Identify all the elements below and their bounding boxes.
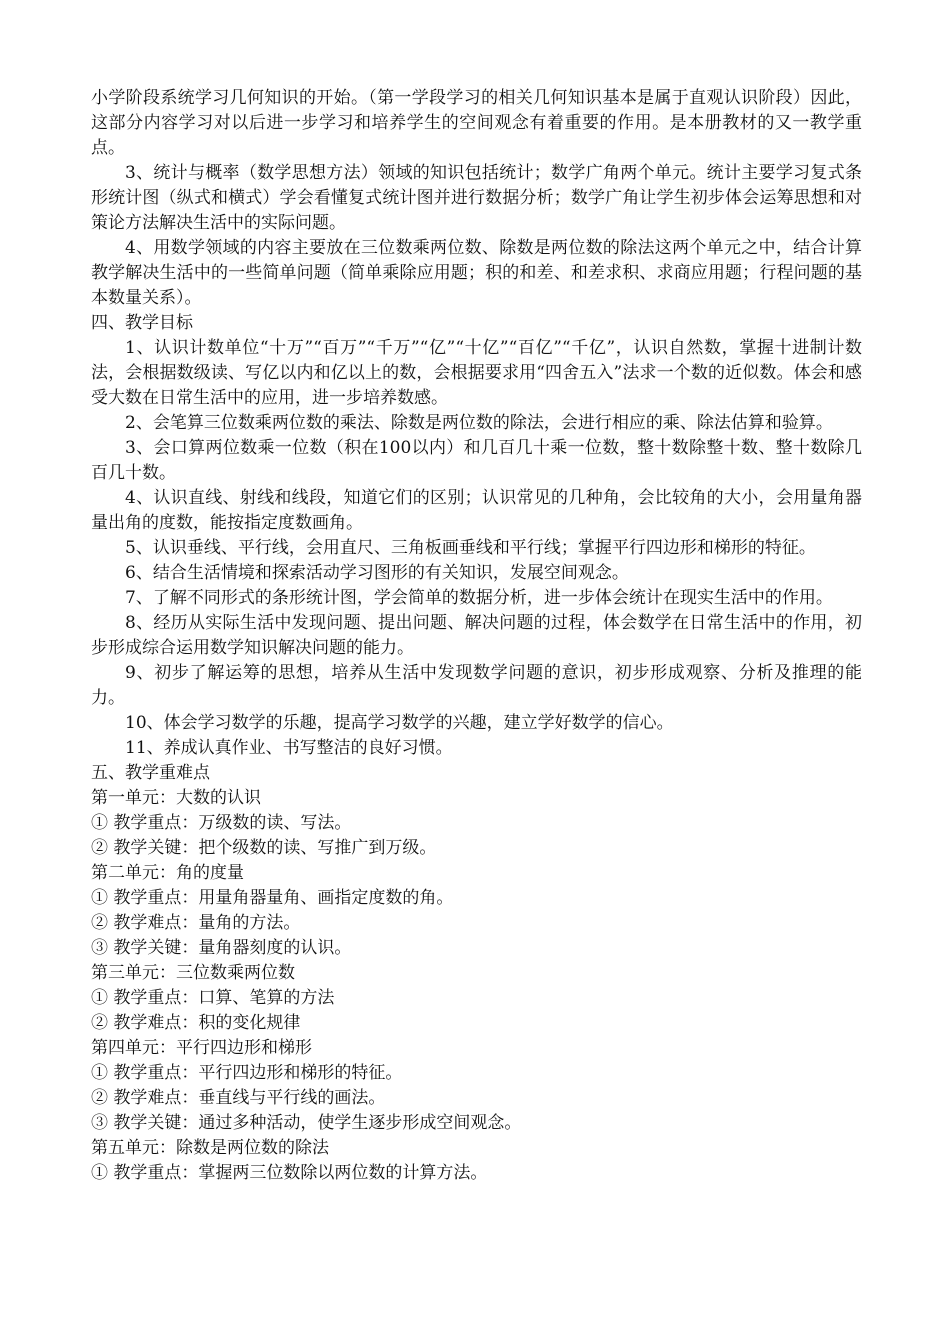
paragraph: 5、认识垂线、平行线，会用直尺、三角板画垂线和平行线；掌握平行四边形和梯形的特征。 [125,538,816,558]
paragraph: ① 教学重点：用量角器量角、画指定度数的角。 [91,888,454,908]
paragraph: 第四单元：平行四边形和梯形 [91,1038,312,1058]
paragraph: 第二单元：角的度量 [91,863,244,883]
paragraph: 9、初步了解运筹的思想，培养从生活中发现数学问题的意识，初步形成观察、分析及推理的能力。 [91,663,862,708]
paragraph: ② 教学关键：把个级数的读、写推广到万级。 [91,838,437,858]
paragraph: 6、结合生活情境和探索活动学习图形的有关知识，发展空间观念。 [125,563,629,583]
paragraph: 第五单元：除数是两位数的除法 [91,1138,329,1158]
paragraph: 4、用数学领域的内容主要放在三位数乘两位数、除数是两位数的除法这两个单元之中，结合计算教学解决生活中的一些简单问题（简单乘除应用题；积的和差、和差求积、求商应用题；行程问题的基本数量关系）。 [91,238,862,308]
document-body [91,86,862,1186]
paragraph: 3、统计与概率（数学思想方法）领域的知识包括统计；数学广角两个单元。统计主要学习复式条形统计图（纵式和横式）学会看懂复式统计图并进行数据分析；数学广角让学生初步体会运筹思想和对策论方法解决生活中的实际问题。 [91,163,862,233]
paragraph: ① 教学重点：口算、笔算的方法 [91,988,335,1008]
paragraph: ② 教学难点：量角的方法。 [91,913,301,933]
paragraph: 4、认识直线、射线和线段，知道它们的区别；认识常见的几种角，会比较角的大小，会用量角器量出角的度数，能按指定度数画角。 [91,488,862,533]
paragraph: 小学阶段系统学习几何知识的开始。（第一学段学习的相关几何知识基本是属于直观认识阶段）因此，这部分内容学习对以后进一步学习和培养学生的空间观念有着重要的作用。是本册教材的又一教学重点。 [91,88,862,158]
paragraph: ② 教学难点：积的变化规律 [91,1013,301,1033]
paragraph: 2、会笔算三位数乘两位数的乘法、除数是两位数的除法，会进行相应的乘、除法估算和验算。 [125,413,833,433]
paragraph: 3、会口算两位数乘一位数（积在100以内）和几百几十乘一位数，整十数除整十数、整十数除几百几十数。 [91,438,862,483]
paragraph: 第三单元：三位数乘两位数 [91,963,295,983]
paragraph: 10、体会学习数学的乐趣，提高学习数学的兴趣，建立学好数学的信心。 [125,713,674,733]
paragraph: 8、经历从实际生活中发现问题、提出问题、解决问题的过程，体会数学在日常生活中的作用，初步形成综合运用数学知识解决问题的能力。 [91,613,862,658]
paragraph: 1、认识计数单位“十万”“百万”“千万”“亿”“十亿”“百亿”“千亿”，认识自然数，掌握十进制计数法，会根据数级读、写亿以内和亿以上的数，会根据要求用“四舍五入”法求一个数的近似数。体会和感受大数在日常生活中的应用，进一步培养数感。 [91,338,862,408]
paragraph: ② 教学难点：垂直线与平行线的画法。 [91,1088,386,1108]
paragraph: ③ 教学关键：量角器刻度的认识。 [91,938,352,958]
paragraph: ① 教学重点：万级数的读、写法。 [91,813,352,833]
paragraph: ① 教学重点：平行四边形和梯形的特征。 [91,1063,403,1083]
paragraph: 五、教学重难点 [91,763,210,783]
paragraph: 7、了解不同形式的条形统计图，学会简单的数据分析，进一步体会统计在现实生活中的作用。 [125,588,833,608]
paragraph: ① 教学重点：掌握两三位数除以两位数的计算方法。 [91,1163,488,1183]
paragraph: 11、养成认真作业、书写整洁的良好习惯。 [125,738,453,758]
paragraph: 第一单元：大数的认识 [91,788,261,808]
paragraph: ③ 教学关键：通过多种活动，使学生逐步形成空间观念。 [91,1113,522,1133]
paragraph: 四、教学目标 [91,313,193,333]
